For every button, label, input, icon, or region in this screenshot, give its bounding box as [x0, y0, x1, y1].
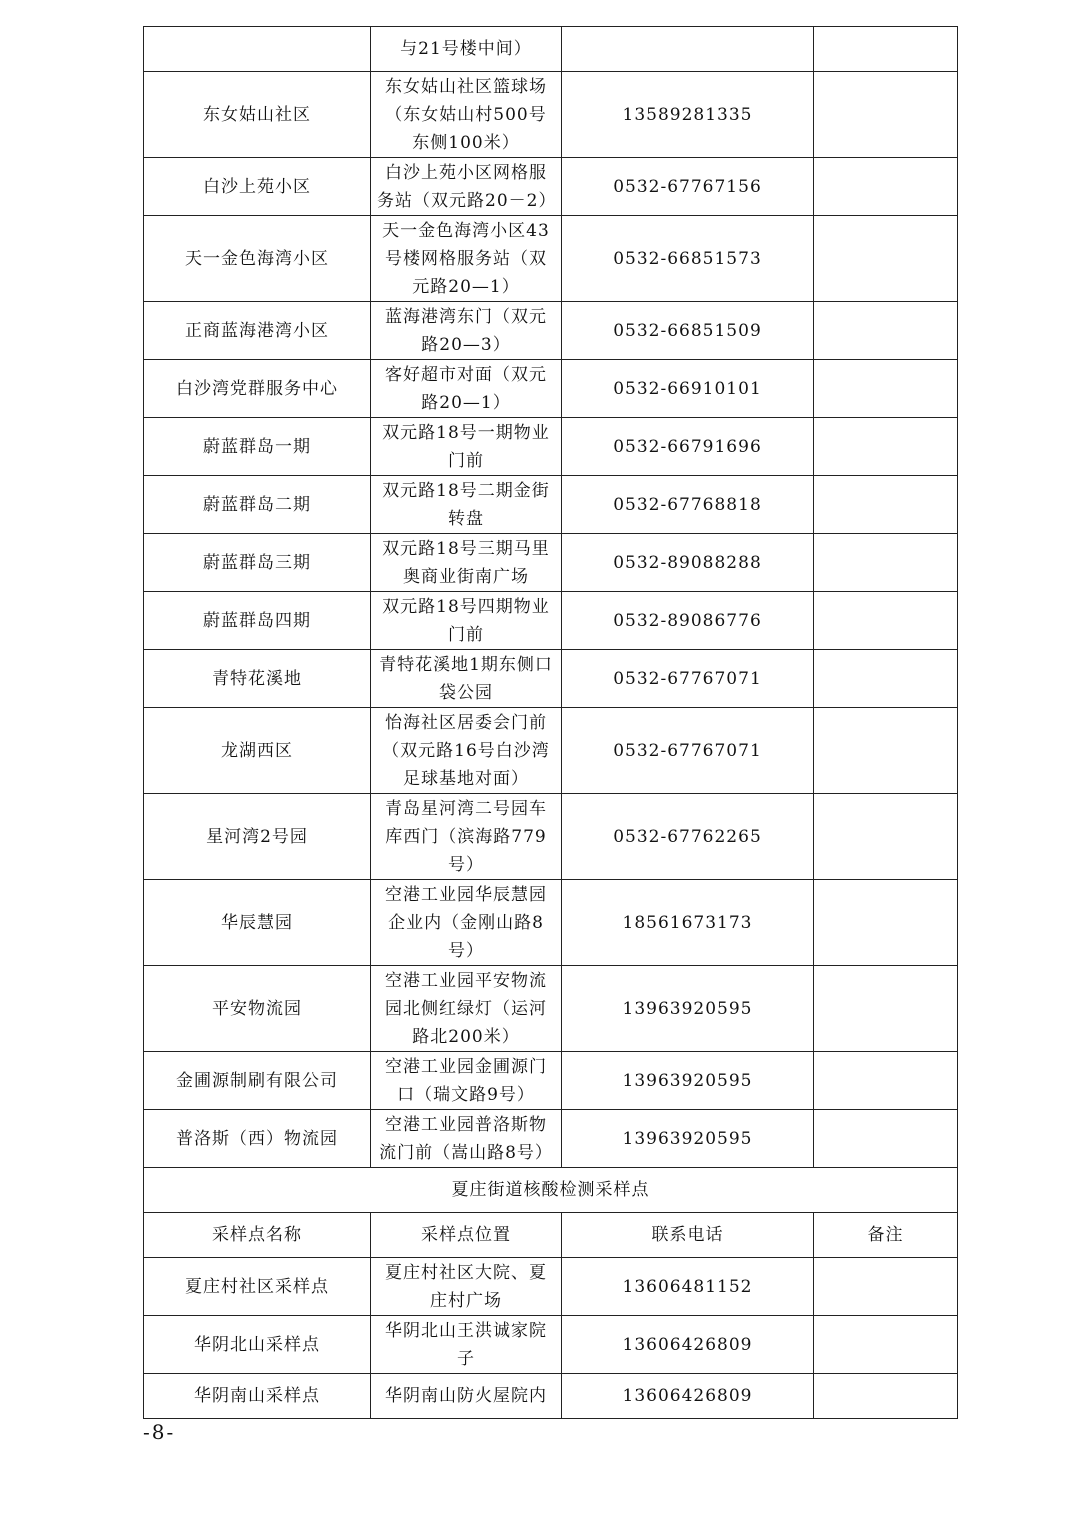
location-cell: 华阴南山防火屋院内	[371, 1374, 562, 1419]
location-cell: 客好超市对面（双元路20—1）	[371, 360, 562, 418]
phone-cell: 0532-67767156	[562, 158, 814, 216]
note-cell	[814, 1052, 958, 1110]
note-cell	[814, 794, 958, 880]
note-cell	[814, 27, 958, 72]
location-cell: 蓝海港湾东门（双元路20—3）	[371, 302, 562, 360]
phone-cell: 0532-66910101	[562, 360, 814, 418]
page-number: -8-	[143, 1420, 176, 1444]
name-cell: 东女姑山社区	[144, 72, 371, 158]
table-row	[144, 966, 958, 1052]
section-title-row	[144, 1168, 958, 1213]
name-cell: 正商蓝海港湾小区	[144, 302, 371, 360]
note-cell	[814, 72, 958, 158]
table-row	[144, 27, 958, 72]
name-cell: 夏庄村社区采样点	[144, 1258, 371, 1316]
name-cell: 金圃源制刷有限公司	[144, 1052, 371, 1110]
note-cell	[814, 708, 958, 794]
name-cell: 蔚蓝群岛四期	[144, 592, 371, 650]
location-cell: 怡海社区居委会门前（双元路16号白沙湾足球基地对面）	[371, 708, 562, 794]
phone-cell: 18561673173	[562, 880, 814, 966]
name-cell: 白沙湾党群服务中心	[144, 360, 371, 418]
note-cell	[814, 534, 958, 592]
phone-cell: 13589281335	[562, 72, 814, 158]
name-cell: 天一金色海湾小区	[144, 216, 371, 302]
location-cell: 华阴北山王洪诚家院子	[371, 1316, 562, 1374]
location-cell: 东女姑山社区篮球场（东女姑山村500号东侧100米）	[371, 72, 562, 158]
header-name: 采样点名称	[144, 1213, 371, 1258]
table-row	[144, 534, 958, 592]
table-row	[144, 360, 958, 418]
table-row	[144, 1052, 958, 1110]
header-phone: 联系电话	[562, 1213, 814, 1258]
note-cell	[814, 360, 958, 418]
name-cell: 星河湾2号园	[144, 794, 371, 880]
phone-cell: 13963920595	[562, 966, 814, 1052]
table-row	[144, 418, 958, 476]
table-row	[144, 650, 958, 708]
phone-cell: 0532-89088288	[562, 534, 814, 592]
phone-cell: 13606426809	[562, 1374, 814, 1419]
phone-cell: 0532-67767071	[562, 650, 814, 708]
note-cell	[814, 650, 958, 708]
note-cell	[814, 1374, 958, 1419]
note-cell	[814, 302, 958, 360]
table-row	[144, 158, 958, 216]
table-row	[144, 216, 958, 302]
location-cell: 双元路18号四期物业门前	[371, 592, 562, 650]
header-row	[144, 1213, 958, 1258]
table-row	[144, 1374, 958, 1419]
header-note: 备注	[814, 1213, 958, 1258]
location-cell: 天一金色海湾小区43号楼网格服务站（双元路20—1）	[371, 216, 562, 302]
location-cell: 夏庄村社区大院、夏庄村广场	[371, 1258, 562, 1316]
note-cell	[814, 476, 958, 534]
table-row	[144, 794, 958, 880]
sampling-point-table	[143, 26, 958, 1419]
note-cell	[814, 1110, 958, 1168]
location-cell: 空港工业园普洛斯物流门前（嵩山路8号）	[371, 1110, 562, 1168]
location-cell: 双元路18号一期物业门前	[371, 418, 562, 476]
name-cell: 普洛斯（西）物流园	[144, 1110, 371, 1168]
table-row	[144, 1110, 958, 1168]
location-cell: 白沙上苑小区网格服务站（双元路20－2）	[371, 158, 562, 216]
note-cell	[814, 158, 958, 216]
note-cell	[814, 216, 958, 302]
name-cell	[144, 27, 371, 72]
note-cell	[814, 1316, 958, 1374]
location-cell: 青特花溪地1期东侧口袋公园	[371, 650, 562, 708]
location-cell: 空港工业园平安物流园北侧红绿灯（运河路北200米）	[371, 966, 562, 1052]
table-row	[144, 302, 958, 360]
table-row	[144, 1316, 958, 1374]
phone-cell: 13963920595	[562, 1110, 814, 1168]
phone-cell: 13606426809	[562, 1316, 814, 1374]
phone-cell: 13963920595	[562, 1052, 814, 1110]
phone-cell: 0532-67768818	[562, 476, 814, 534]
table-row	[144, 476, 958, 534]
phone-cell: 0532-67767071	[562, 708, 814, 794]
note-cell	[814, 966, 958, 1052]
header-location: 采样点位置	[371, 1213, 562, 1258]
note-cell	[814, 592, 958, 650]
table-row	[144, 1258, 958, 1316]
name-cell: 蔚蓝群岛一期	[144, 418, 371, 476]
name-cell: 白沙上苑小区	[144, 158, 371, 216]
phone-cell: 0532-66851509	[562, 302, 814, 360]
name-cell: 龙湖西区	[144, 708, 371, 794]
location-cell: 空港工业园华辰慧园企业内（金刚山路8号）	[371, 880, 562, 966]
location-cell: 与21号楼中间）	[371, 27, 562, 72]
note-cell	[814, 418, 958, 476]
note-cell	[814, 1258, 958, 1316]
table-row	[144, 880, 958, 966]
name-cell: 华阴北山采样点	[144, 1316, 371, 1374]
phone-cell	[562, 27, 814, 72]
note-cell	[814, 880, 958, 966]
phone-cell: 0532-67762265	[562, 794, 814, 880]
name-cell: 华辰慧园	[144, 880, 371, 966]
table-row	[144, 72, 958, 158]
name-cell: 蔚蓝群岛三期	[144, 534, 371, 592]
location-cell: 双元路18号三期马里奥商业街南广场	[371, 534, 562, 592]
name-cell: 蔚蓝群岛二期	[144, 476, 371, 534]
name-cell: 青特花溪地	[144, 650, 371, 708]
phone-cell: 0532-66791696	[562, 418, 814, 476]
table-row	[144, 592, 958, 650]
phone-cell: 13606481152	[562, 1258, 814, 1316]
section-title: 夏庄街道核酸检测采样点	[144, 1168, 958, 1213]
location-cell: 空港工业园金圃源门口（瑞文路9号）	[371, 1052, 562, 1110]
phone-cell: 0532-89086776	[562, 592, 814, 650]
table-row	[144, 708, 958, 794]
location-cell: 双元路18号二期金街转盘	[371, 476, 562, 534]
location-cell: 青岛星河湾二号园车库西门（滨海路779号）	[371, 794, 562, 880]
name-cell: 华阴南山采样点	[144, 1374, 371, 1419]
name-cell: 平安物流园	[144, 966, 371, 1052]
phone-cell: 0532-66851573	[562, 216, 814, 302]
